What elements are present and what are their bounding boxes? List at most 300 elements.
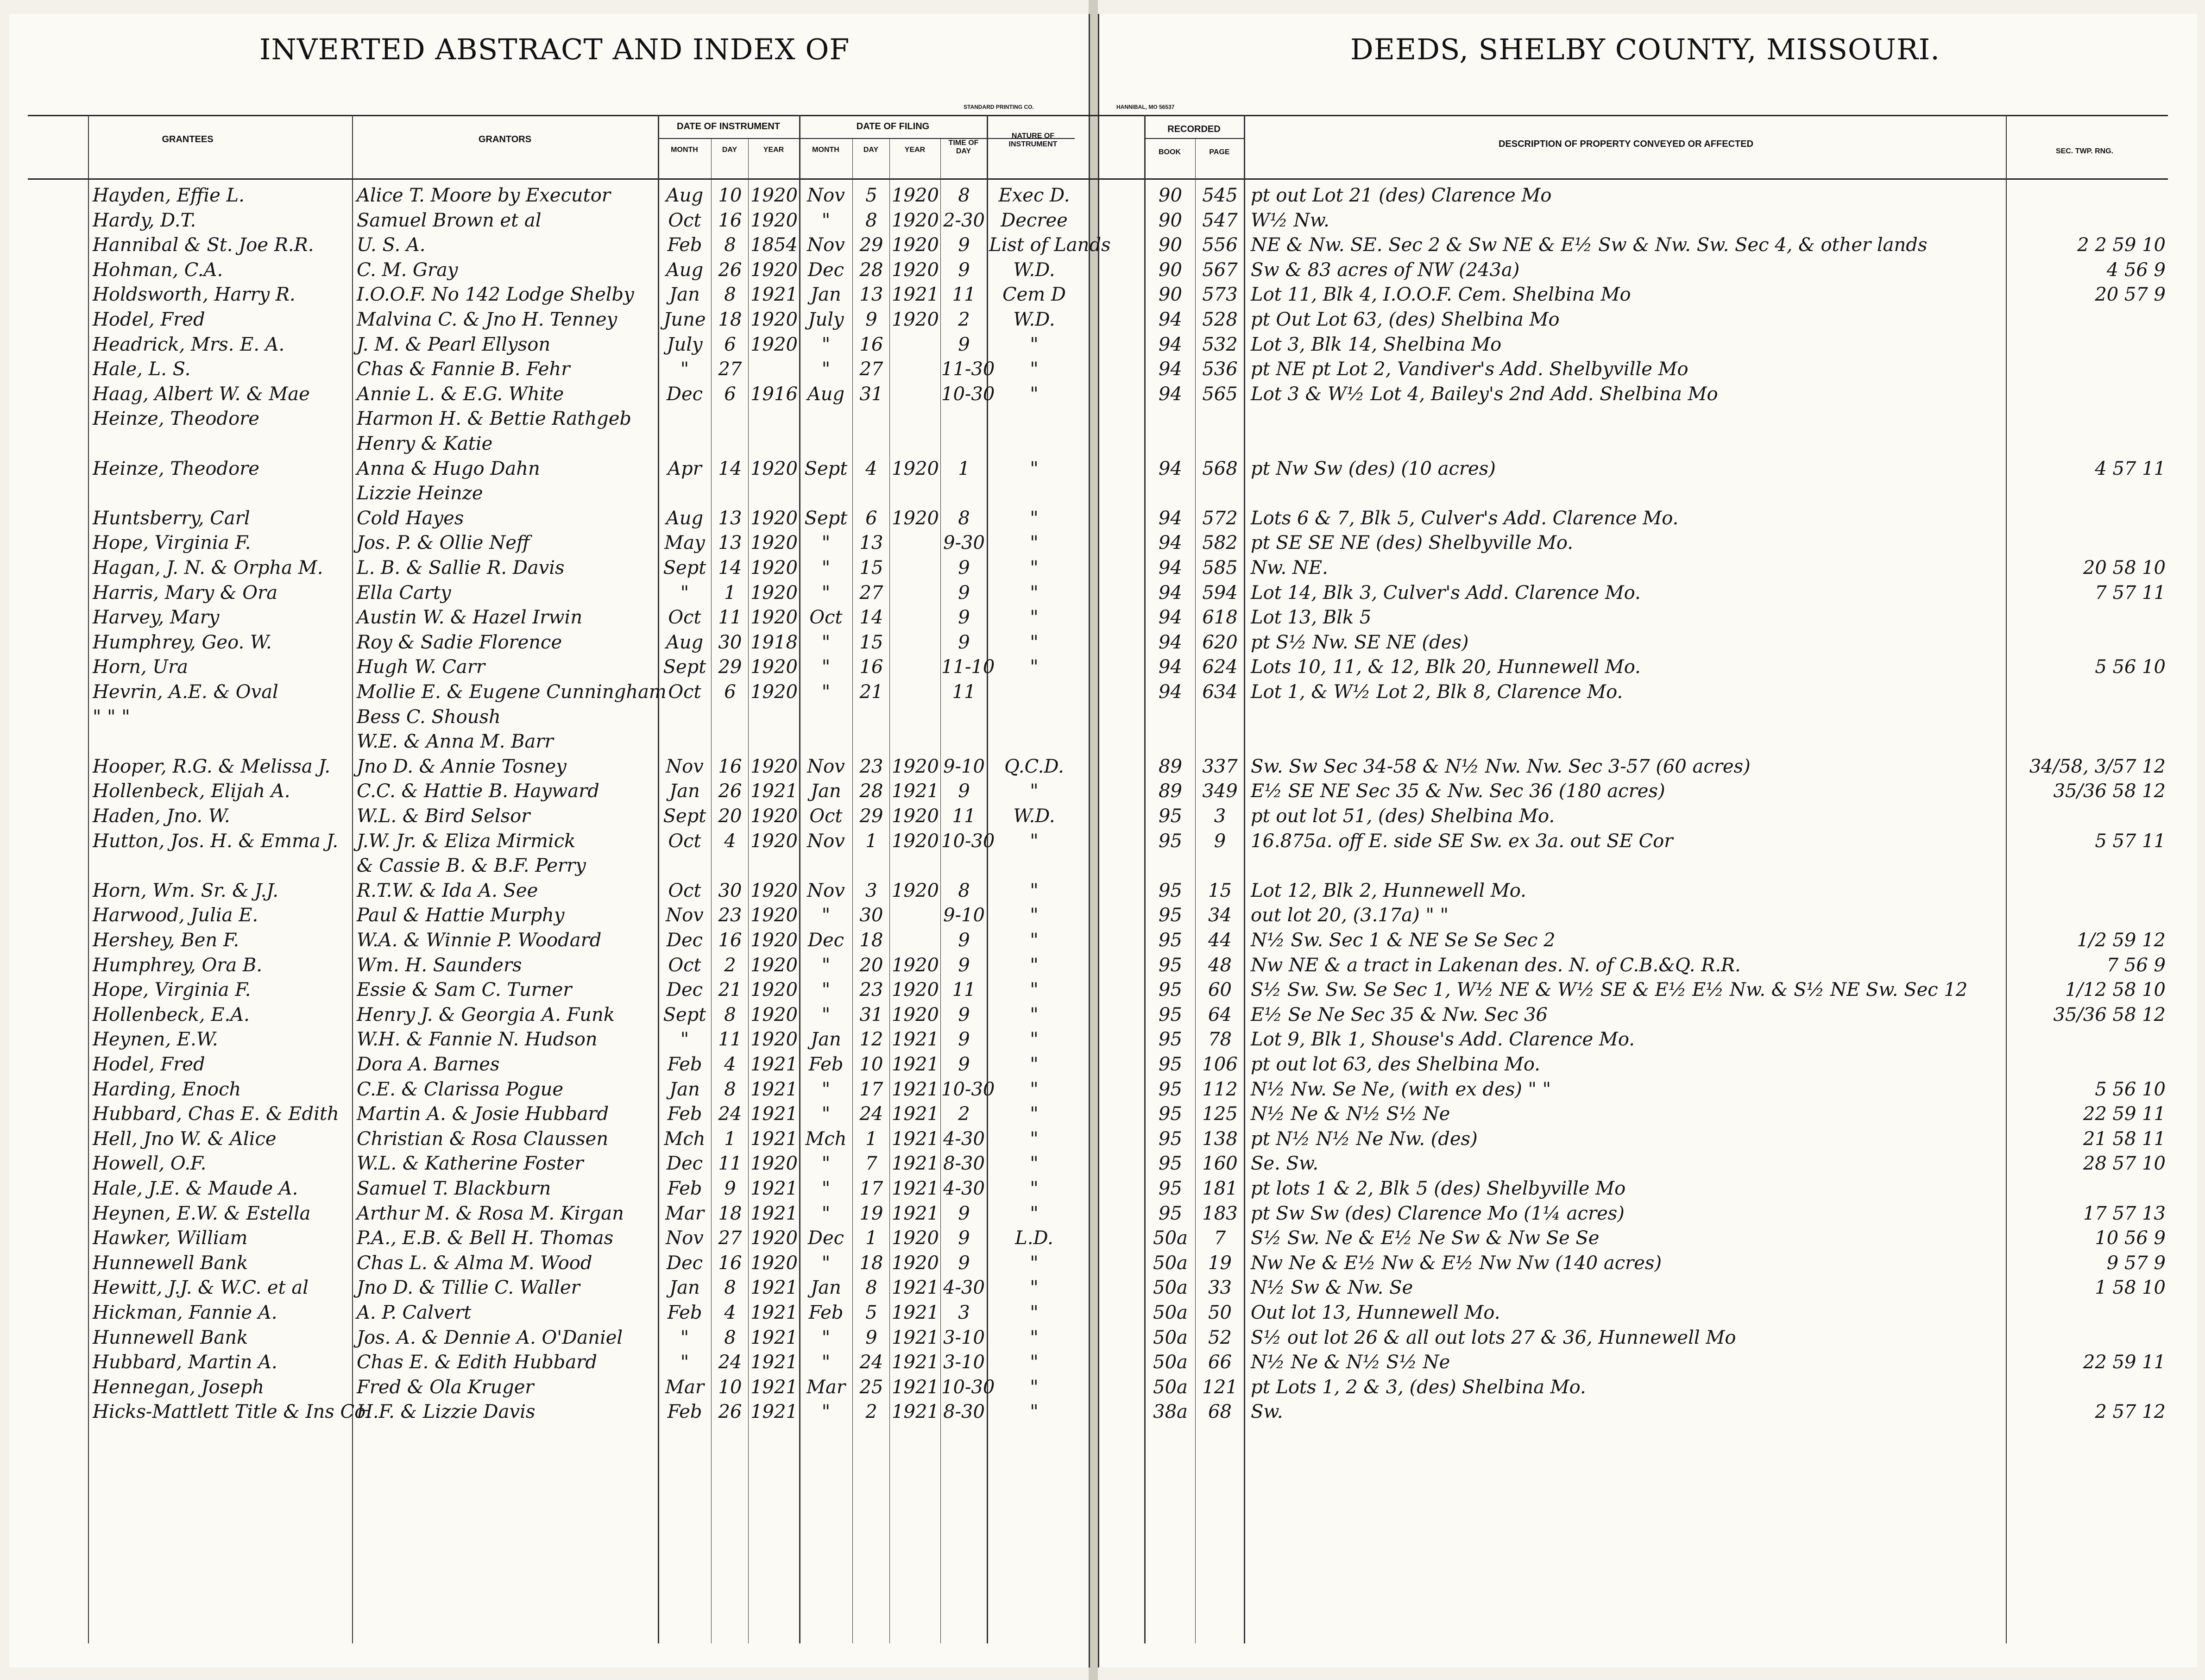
instrument-day-cell: 10	[718, 1376, 742, 1398]
page-cell	[1196, 728, 1244, 753]
grantee-cell: Hale, L. S.	[93, 359, 191, 380]
sec-twp-rng-cell: 7 56 9	[2106, 954, 2166, 976]
instrument-year-cell: 1921	[750, 1128, 798, 1150]
grantee-cell: Humphrey, Geo. W.	[93, 631, 272, 653]
time-of-day-cell: 3	[958, 1302, 970, 1323]
grantee-cell: Heinze, Theodore	[93, 408, 259, 430]
instrument-month-cell	[659, 728, 711, 753]
instrument-year-cell: 1920	[750, 979, 798, 1001]
filing-month-cell: Aug	[807, 383, 845, 405]
grantee-cell: " " "	[93, 706, 130, 728]
instrument-day-cell: 16	[718, 1252, 742, 1274]
instrument-year-cell	[749, 852, 799, 877]
grantee-cell: Hell, Jno W. & Alice	[93, 1128, 277, 1150]
column-header-recorded: RECORDED	[1167, 124, 1221, 134]
book-cell	[1146, 852, 1195, 877]
filing-year-cell	[890, 554, 940, 579]
table-row	[0, 927, 2205, 951]
instrument-month-cell	[659, 430, 711, 455]
filing-day-cell: 6	[865, 507, 877, 529]
filing-year-cell: 1921	[892, 1054, 939, 1075]
grantor-cell: Fred & Ola Kruger	[357, 1376, 534, 1398]
nature-cell	[989, 405, 1079, 430]
time-of-day-cell: 11	[952, 681, 976, 703]
nature-cell: "	[1030, 631, 1039, 653]
filing-month-cell: Sept	[804, 507, 848, 529]
page-cell	[1196, 405, 1244, 430]
time-of-day-cell	[941, 728, 987, 753]
book-cell: 94	[1159, 309, 1182, 330]
nature-cell: "	[1030, 333, 1039, 355]
table-row	[0, 1250, 2205, 1274]
description-cell: S½ out lot 26 & all out lots 27 & 36, Hunnewell Mo	[1251, 1327, 1736, 1348]
nature-cell: "	[1030, 1352, 1039, 1373]
filing-day-cell: 10	[859, 1054, 883, 1075]
table-row	[0, 679, 2205, 703]
description-cell: pt NE pt Lot 2, Vandiver's Add. Shelbyville Mo	[1251, 359, 1688, 380]
table-row	[0, 381, 2205, 405]
nature-cell	[989, 852, 1079, 877]
filing-month-cell: "	[821, 557, 831, 579]
page-cell: 565	[1202, 383, 1238, 405]
time-of-day-cell: 4-30	[943, 1128, 985, 1150]
grantee-cell: Huntsberry, Carl	[93, 507, 250, 529]
nature-cell: "	[1030, 1153, 1039, 1175]
grantee-cell: Howell, O.F.	[93, 1153, 207, 1175]
nature-cell: "	[1030, 1202, 1039, 1224]
table-row	[0, 1175, 2205, 1200]
sec-twp-rng-cell	[2008, 182, 2166, 207]
instrument-year-cell: 1920	[750, 755, 798, 777]
table-row	[0, 728, 2205, 753]
instrument-month-cell: Aug	[666, 259, 704, 281]
grantee-cell: Horn, Wm. Sr. & J.J.	[93, 880, 278, 901]
nature-cell: W.D.	[1013, 309, 1055, 330]
instrument-month-cell: Nov	[666, 905, 704, 926]
instrument-month-cell: Sept	[663, 805, 706, 827]
grantee-cell: Hooper, R.G. & Melissa J.	[93, 755, 331, 777]
grantor-cell: L. B. & Sallie R. Davis	[357, 557, 565, 579]
description-cell: NE & Nw. SE. Sec 2 & Sw NE & E½ Sw & Nw. Sw. Sec 4, & other lands	[1251, 234, 1928, 256]
grantee-cell: Hunnewell Bank	[93, 1252, 248, 1274]
description-cell: Out lot 13, Hunnewell Mo.	[1251, 1302, 1500, 1323]
instrument-day-cell: 2	[724, 954, 736, 976]
instrument-month-cell: Sept	[663, 557, 706, 579]
time-of-day-cell: 9	[958, 259, 970, 281]
filing-year-cell: 1920	[892, 1252, 939, 1274]
description-cell	[1251, 852, 2003, 877]
instrument-day-cell: 9	[724, 1178, 736, 1199]
nature-cell: "	[1030, 582, 1039, 604]
time-of-day-cell: 9	[958, 607, 970, 629]
grantor-cell: Essie & Sam C. Turner	[357, 979, 572, 1001]
time-of-day-cell: 1	[958, 458, 970, 479]
table-row	[0, 902, 2205, 926]
filing-year-cell: 1920	[892, 234, 939, 256]
instrument-year-cell: 1921	[750, 1401, 798, 1423]
instrument-month-cell: Jan	[669, 284, 700, 306]
filing-year-cell: 1920	[892, 259, 939, 281]
instrument-day-cell	[712, 405, 748, 430]
filing-month-cell: Dec	[807, 930, 844, 951]
description-cell: N½ Sw & Nw. Se	[1251, 1277, 1413, 1299]
description-cell: Lot 14, Blk 3, Culver's Add. Clarence Mo.	[1251, 582, 1641, 604]
filing-month-cell: Dec	[807, 1227, 844, 1249]
filing-month-cell: Oct	[809, 607, 843, 629]
instrument-month-cell: Feb	[667, 1401, 702, 1423]
grantor-cell: C. M. Gray	[357, 259, 458, 281]
instrument-year-cell	[749, 480, 799, 504]
instrument-month-cell: Dec	[666, 930, 703, 951]
sec-twp-rng-cell	[2008, 679, 2166, 703]
filing-year-cell: 1920	[892, 185, 939, 206]
instrument-year-cell: 1920	[750, 805, 798, 827]
table-row	[0, 704, 2205, 728]
description-cell: N½ Nw. Se Ne, (with ex des) " "	[1251, 1078, 1551, 1100]
instrument-year-cell: 1920	[750, 830, 798, 852]
instrument-year-cell: 1918	[750, 631, 798, 653]
instrument-day-cell: 8	[724, 1277, 736, 1299]
filing-day-cell	[853, 430, 889, 455]
grantor-cell: Ella Carty	[357, 582, 451, 604]
book-cell: 38a	[1153, 1401, 1188, 1423]
table-row	[0, 654, 2205, 678]
description-cell: Sw. Sw Sec 34-58 & N½ Nw. Nw. Sec 3-57 (60 acres)	[1251, 755, 1751, 777]
filing-day-cell: 1	[865, 830, 877, 852]
time-of-day-cell: 9	[958, 930, 970, 951]
table-row	[0, 480, 2205, 504]
description-cell: pt Out Lot 63, (des) Shelbina Mo	[1251, 309, 1560, 330]
instrument-month-cell: Mch	[664, 1128, 706, 1150]
instrument-month-cell: Aug	[666, 631, 704, 653]
filing-year-cell: 1921	[892, 1277, 939, 1299]
filing-day-cell: 16	[859, 333, 883, 355]
grantor-cell: J.W. Jr. & Eliza Mirmick	[357, 830, 576, 852]
filing-year-cell: 1921	[892, 780, 939, 802]
instrument-day-cell: 30	[718, 880, 742, 901]
filing-day-cell: 15	[859, 631, 883, 653]
filing-day-cell: 30	[859, 905, 883, 926]
filing-month-cell	[800, 852, 852, 877]
instrument-day-cell: 26	[718, 780, 742, 802]
filing-year-cell	[890, 679, 940, 703]
nature-cell: W.D.	[1013, 805, 1055, 827]
grantee-cell: Hope, Virginia F.	[93, 532, 251, 554]
nature-cell: "	[1030, 656, 1039, 678]
grantee-cell: Hubbard, Martin A.	[93, 1352, 277, 1373]
instrument-day-cell: 11	[718, 1153, 742, 1175]
filing-year-cell	[890, 430, 940, 455]
instrument-month-cell: Nov	[666, 755, 704, 777]
table-row	[0, 629, 2205, 654]
instrument-year-cell: 1920	[750, 681, 798, 703]
grantor-cell: Lizzie Heinze	[357, 483, 483, 504]
grantor-cell: U. S. A.	[357, 234, 426, 256]
description-cell	[1251, 480, 2003, 504]
nature-cell: Exec D.	[998, 185, 1070, 206]
grantee-cell: Harris, Mary & Ora	[93, 582, 278, 604]
instrument-month-cell: "	[680, 1029, 689, 1051]
grantee-cell: Hickman, Fannie A.	[93, 1302, 277, 1323]
page-cell: 572	[1202, 507, 1238, 529]
description-cell: S½ Sw. Ne & E½ Ne Sw & Nw Se Se	[1251, 1227, 1600, 1249]
table-row	[0, 1051, 2205, 1076]
filing-month-cell: "	[821, 333, 831, 355]
time-of-day-cell: 9	[958, 1227, 970, 1249]
grantee-cell: Hawker, William	[93, 1227, 248, 1249]
book-cell: 94	[1159, 507, 1182, 529]
grantee-cell: Hale, J.E. & Maude A.	[93, 1178, 298, 1199]
header-top-rule	[28, 115, 2168, 116]
filing-day-cell: 19	[859, 1202, 883, 1224]
filing-day-cell: 18	[859, 1252, 883, 1274]
table-row	[0, 1126, 2205, 1150]
instrument-year-cell: 1920	[750, 607, 798, 629]
instrument-year-cell: 1920	[750, 507, 798, 529]
filing-year-cell: 1921	[892, 1128, 939, 1150]
filing-day-cell: 14	[859, 607, 883, 629]
instrument-month-cell: Aug	[666, 507, 704, 529]
table-row	[0, 579, 2205, 604]
book-cell: 94	[1159, 532, 1182, 554]
filing-month-cell	[800, 405, 852, 430]
filing-month-cell: Feb	[808, 1054, 844, 1075]
filing-day-cell	[853, 405, 889, 430]
instrument-year-cell: 1854	[750, 234, 798, 256]
description-cell: Nw NE & a tract in Lakenan des. N. of C.B.&Q. R.R.	[1251, 954, 1741, 976]
page-cell: 64	[1208, 1004, 1232, 1026]
instrument-year-cell: 1920	[750, 557, 798, 579]
sec-twp-rng-cell	[2008, 803, 2166, 827]
nature-cell	[989, 430, 1079, 455]
description-cell: Nw Ne & E½ Nw & E½ Nw Nw (140 acres)	[1251, 1252, 1662, 1274]
filing-month-cell: "	[821, 681, 831, 703]
grantee-cell: Hodel, Fred	[93, 309, 205, 330]
instrument-day-cell: 8	[724, 284, 736, 306]
description-cell	[1251, 430, 2003, 455]
sec-twp-rng-cell: 28 57 10	[2083, 1153, 2166, 1175]
page-cell: 620	[1202, 631, 1238, 653]
description-cell: Lot 9, Blk 1, Shouse's Add. Clarence Mo.	[1251, 1029, 1635, 1051]
time-of-day-cell: 11	[952, 284, 976, 306]
grantee-cell: Humphrey, Ora B.	[93, 954, 263, 976]
instrument-year-cell	[749, 728, 799, 753]
filing-day-cell: 24	[859, 1352, 883, 1373]
page-cell: 60	[1208, 979, 1232, 1001]
filing-month-cell	[800, 430, 852, 455]
sec-twp-rng-cell	[2008, 1324, 2166, 1349]
nature-cell	[989, 679, 1079, 703]
instrument-month-cell: Sept	[663, 656, 706, 678]
instrument-month-cell: Apr	[668, 458, 702, 479]
time-of-day-cell: 8	[958, 880, 970, 901]
filing-month-cell: Oct	[809, 805, 843, 827]
book-cell: 89	[1159, 755, 1182, 777]
table-row	[0, 356, 2205, 380]
grantee-cell: Hicks-Mattlett Title & Ins Co.	[93, 1401, 372, 1423]
column-header-description: DESCRIPTION OF PROPERTY CONVEYED OR AFFECTED	[1498, 139, 1754, 149]
book-cell: 94	[1159, 458, 1182, 479]
book-cell: 90	[1159, 185, 1182, 206]
instrument-day-cell: 10	[718, 185, 742, 206]
description-cell: Lots 10, 11, & 12, Blk 20, Hunnewell Mo.	[1251, 656, 1641, 678]
instrument-month-cell: Oct	[668, 607, 701, 629]
instrument-day-cell	[712, 728, 748, 753]
nature-cell: "	[1030, 930, 1039, 951]
grantee-cell: Haag, Albert W. & Mae	[93, 383, 310, 405]
instrument-day-cell: 4	[724, 830, 736, 852]
grantor-cell: Cold Hayes	[357, 507, 464, 529]
grantee-cell: Hennegan, Joseph	[93, 1376, 265, 1398]
grantee-cell: Hohman, C.A.	[93, 259, 223, 281]
right-page-title: DEEDS, SHELBY COUNTY, MISSOURI.	[1350, 32, 1940, 66]
nature-cell: "	[1030, 383, 1039, 405]
book-cell	[1146, 704, 1195, 728]
sec-twp-rng-cell	[2008, 1374, 2166, 1398]
sec-twp-rng-cell	[2008, 902, 2166, 926]
table-row	[0, 877, 2205, 902]
page-cell: 556	[1202, 234, 1238, 256]
column-header-date-of-filing: DATE OF FILING	[856, 121, 930, 132]
sec-twp-rng-cell	[2008, 381, 2166, 405]
instrument-day-cell: 8	[724, 1078, 736, 1100]
instrument-month-cell: Oct	[668, 954, 701, 976]
instrument-day-cell: 13	[718, 507, 742, 529]
sec-twp-rng-cell	[2008, 480, 2166, 504]
book-cell: 95	[1159, 954, 1182, 976]
filing-month-cell	[800, 704, 852, 728]
instrument-year-cell	[749, 704, 799, 728]
instrument-day-cell	[712, 480, 748, 504]
instrument-day-cell: 8	[724, 234, 736, 256]
filing-day-cell: 24	[859, 1103, 883, 1125]
sec-twp-rng-cell: 22 59 11	[2083, 1103, 2166, 1125]
filing-day-cell: 8	[865, 209, 877, 231]
time-of-day-cell: 8	[958, 507, 970, 529]
description-cell: Lot 13, Blk 5	[1251, 607, 1372, 629]
filing-year-cell	[890, 331, 940, 356]
time-of-day-cell: 9	[958, 780, 970, 802]
grantor-cell: Dora A. Barnes	[357, 1054, 500, 1075]
filing-year-cell: 1920	[892, 309, 939, 330]
table-row	[0, 1150, 2205, 1175]
time-of-day-cell: 8-30	[943, 1401, 985, 1423]
instrument-year-cell: 1921	[750, 1352, 798, 1373]
instrument-year-cell: 1920	[750, 185, 798, 206]
time-of-day-cell: 11	[952, 979, 976, 1001]
filing-month-cell	[800, 728, 852, 753]
filing-year-cell: 1921	[892, 1202, 939, 1224]
filing-day-cell: 23	[859, 979, 883, 1001]
sec-twp-rng-cell	[2008, 629, 2166, 654]
column-header-filing-month: MONTH	[812, 146, 839, 154]
time-of-day-cell: 2	[958, 1103, 970, 1125]
book-cell: 94	[1159, 359, 1182, 380]
nature-cell	[989, 480, 1079, 504]
nature-cell: "	[1030, 458, 1039, 479]
sec-twp-rng-cell	[2008, 331, 2166, 356]
page-cell: 349	[1202, 780, 1238, 802]
sec-twp-rng-cell: 5 56 10	[2095, 656, 2166, 678]
description-cell: Nw. NE.	[1251, 557, 1328, 579]
page-cell: 138	[1202, 1128, 1238, 1150]
filing-year-cell: 1920	[892, 979, 939, 1001]
grantor-cell: Harmon H. & Bettie Rathgeb	[357, 408, 631, 430]
page-cell: 545	[1202, 185, 1238, 206]
sec-twp-rng-cell: 34/58, 3/57 12	[2029, 755, 2166, 777]
instrument-year-cell: 1921	[750, 1376, 798, 1398]
sec-twp-rng-cell	[2008, 1051, 2166, 1076]
column-header-grantees: GRANTEES	[162, 134, 214, 145]
column-header-nature-of-instrument: NATURE OF INSTRUMENT	[1008, 132, 1058, 148]
grantor-cell: Jos. P. & Ollie Neff	[357, 532, 530, 554]
page-cell: 181	[1202, 1178, 1238, 1199]
sec-twp-rng-cell: 17 57 13	[2083, 1202, 2166, 1224]
grantee-cell: Harding, Enoch	[93, 1078, 241, 1100]
instrument-day-cell: 6	[724, 333, 736, 355]
filing-day-cell: 18	[859, 930, 883, 951]
instrument-month-cell: Feb	[667, 234, 702, 256]
book-cell: 94	[1159, 557, 1182, 579]
instrument-year-cell	[749, 356, 799, 380]
filing-year-cell	[890, 629, 940, 654]
page-cell: 160	[1202, 1153, 1238, 1175]
instrument-year-cell: 1921	[750, 1327, 798, 1348]
page-cell: 532	[1202, 333, 1238, 355]
book-cell: 50a	[1153, 1302, 1188, 1323]
time-of-day-cell: 11-30	[941, 359, 995, 380]
instrument-day-cell: 6	[724, 383, 736, 405]
page-cell: 567	[1202, 259, 1238, 281]
sec-twp-rng-cell: 35/36 58 12	[2053, 780, 2166, 802]
filing-month-cell: Sept	[804, 458, 848, 479]
page-cell: 68	[1208, 1401, 1232, 1423]
instrument-month-cell: May	[664, 532, 705, 554]
book-cell: 50a	[1153, 1352, 1188, 1373]
instrument-day-cell: 24	[718, 1352, 742, 1373]
description-cell	[1251, 704, 2003, 728]
page-cell: 33	[1208, 1277, 1232, 1299]
sec-twp-rng-cell	[2008, 306, 2166, 331]
table-row	[0, 1374, 2205, 1398]
book-cell: 94	[1159, 383, 1182, 405]
grantor-cell: I.O.O.F. No 142 Lodge Shelby	[357, 284, 634, 306]
table-row	[0, 1200, 2205, 1225]
table-row	[0, 1324, 2205, 1349]
sec-twp-rng-cell	[2008, 728, 2166, 753]
filing-month-cell: Feb	[808, 1302, 844, 1323]
filing-year-cell: 1921	[892, 1103, 939, 1125]
table-row	[0, 1225, 2205, 1249]
instrument-day-cell	[712, 704, 748, 728]
description-cell: pt Lots 1, 2 & 3, (des) Shelbina Mo.	[1251, 1376, 1586, 1398]
grantee-cell: Heynen, E.W. & Estella	[93, 1202, 311, 1224]
column-header-filing-year: YEAR	[904, 146, 926, 154]
book-cell: 94	[1159, 333, 1182, 355]
filing-year-cell: 1920	[892, 805, 939, 827]
grantee-cell: Hodel, Fred	[93, 1054, 205, 1075]
filing-day-cell: 1	[865, 1227, 877, 1249]
sec-twp-rng-cell: 2 57 12	[2095, 1401, 2166, 1423]
sec-twp-rng-cell: 22 59 11	[2083, 1352, 2166, 1373]
column-header-date-of-instrument: DATE OF INSTRUMENT	[677, 121, 780, 132]
grantor-cell: C.E. & Clarissa Pogue	[357, 1078, 564, 1100]
filing-month-cell: Mar	[806, 1376, 845, 1398]
book-cell: 95	[1159, 1054, 1182, 1075]
table-row	[0, 529, 2205, 554]
instrument-year-cell: 1920	[750, 209, 798, 231]
table-row	[0, 182, 2205, 207]
